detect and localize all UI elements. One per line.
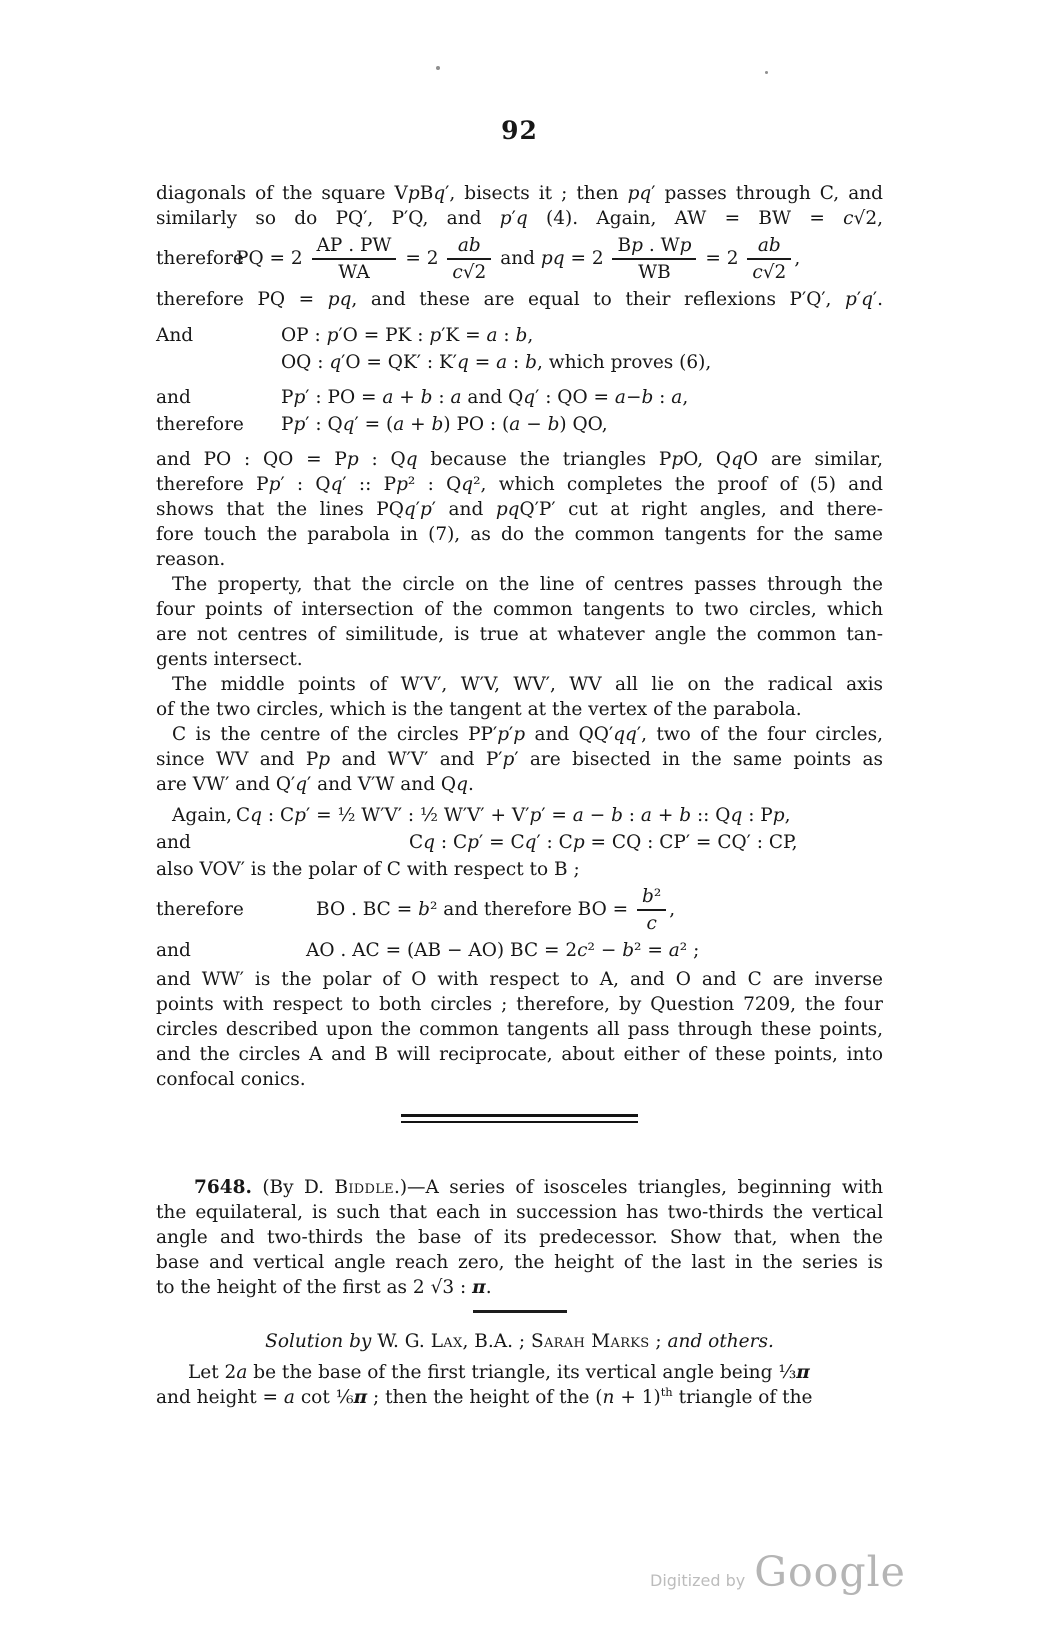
text-line: circles described upon the common tangents all pass through these points, xyxy=(156,1019,883,1040)
equation-line xyxy=(156,803,883,829)
equation-body: Cq : Cp′ = Cq′ : Cp = CQ : CP′ = CQ′ : CP, xyxy=(409,832,798,853)
spacer xyxy=(156,797,883,802)
fraction: $\frac{\text{b²}}{c}$ xyxy=(637,885,666,935)
equation-label: therefore xyxy=(156,248,244,269)
text-line: and the circles A and B will reciprocate, about either of these points, into xyxy=(156,1044,883,1065)
text-line: four points of intersection of the common tangents to two circles, which xyxy=(156,599,883,620)
text-line: C is the centre of the circles PP′p′p and QQ′qq′, two of the four circles, xyxy=(172,724,884,745)
equation-body: PQ = 2 $\frac{AP . PW}{WA}$ = 2 $\frac{ab}{c√2}$ and pq = 2 $\frac{Bp . Wp}{WB}$ = 2 $\frac{ab}{c√2}$ , xyxy=(236,235,801,283)
text-line: similarly so do PQ′, P′Q, and p′q (4). Again, AW = BW = c√2, xyxy=(156,208,883,229)
text-line: are not centres of similitude, is true at whatever angle the common tan- xyxy=(156,624,883,645)
equation-line xyxy=(156,385,883,411)
equation-label: and xyxy=(156,940,191,961)
text-line: and PO : QO = Pp : Qq because the triangles PpO, QqO are similar, xyxy=(156,449,883,470)
text-line: are VW′ and Q′q′ and V′W and Qq. xyxy=(156,774,474,795)
spacer xyxy=(156,439,883,447)
text-line: angle and two-thirds the base of its predecessor. Show that, when the xyxy=(156,1227,883,1248)
equation-line xyxy=(156,938,883,964)
text-line: confocal conics. xyxy=(156,1069,306,1090)
equation-line xyxy=(156,350,883,376)
equation-body: OQ : q′O = QK′ : K′q = a : b, which proves (6), xyxy=(281,352,712,373)
text-line: reason. xyxy=(156,549,226,570)
equation-line xyxy=(156,830,883,856)
text-line: diagonals of the square VpBq′, bisects it ; then pq′ passes through C, and xyxy=(156,183,883,204)
solution-byline: Solution by W. G. Lax, B.A. ; Sarah Marks ; and others. xyxy=(265,1330,774,1352)
text-line: The property, that the circle on the line of centres passes through the xyxy=(172,574,883,595)
scan-artifact-dot xyxy=(436,66,440,70)
equation-body: OP : p′O = PK : p′K = a : b, xyxy=(281,325,534,346)
digitized-by-text: Digitized by xyxy=(650,1571,746,1590)
fraction: $\frac{ab}{c√2}$ xyxy=(747,234,791,284)
divider-double-rule xyxy=(401,1114,638,1123)
fraction: $\frac{ab}{c√2}$ xyxy=(447,234,491,284)
equation-body: Cq : Cp′ = ½ W′V′ : ½ W′V′ + V′p′ = a − b : a + b :: Qq : Pp, xyxy=(236,805,791,826)
text-line: shows that the lines PQq′p′ and pqQ′P′ cut at right angles, and there- xyxy=(156,499,883,520)
fraction: $\frac{AP . PW}{WA}$ xyxy=(312,234,397,284)
spacer xyxy=(156,1092,883,1114)
spacer xyxy=(156,312,883,322)
text-line: and height = a cot ⅙π ; then the height of the $(n + 1)^{th}$ triangle of the xyxy=(156,1384,813,1408)
equation-body: BO . BC = b² and therefore BO = $\frac{\text{b²}}{c}$ , xyxy=(316,886,676,934)
google-watermark xyxy=(650,1548,906,1596)
text-line: Let 2a be the base of the first triangle, its vertical angle being ⅓π xyxy=(188,1361,810,1383)
equation-label: and xyxy=(156,387,191,408)
text-line: of the two circles, which is the tangent at the vertex of the parabola. xyxy=(156,699,802,720)
text-line: the equilateral, is such that each in succession has two-thirds the vertical xyxy=(156,1202,883,1223)
google-logo-text: Google xyxy=(754,1548,906,1596)
spacer xyxy=(156,1313,883,1328)
text-line: fore touch the parabola in (7), as do the common tangents for the same xyxy=(156,524,883,545)
spacer xyxy=(156,377,883,384)
spacer xyxy=(156,1300,883,1310)
equation-body: Pp′ : Qq′ = (a + b) PO : (a − b) QO, xyxy=(281,414,608,435)
page-body xyxy=(156,181,883,1410)
equation-body: Pp′ : PO = a + b : a and Qq′ : QO = a−b : a, xyxy=(281,387,689,408)
equation-label: Again, xyxy=(172,805,232,826)
scan-artifact-dot xyxy=(765,71,768,74)
text-line: therefore PQ = pq, and these are equal to their reflexions P′Q′, p′q′. xyxy=(156,289,884,310)
fraction: $\frac{Bp . Wp}{WB}$ xyxy=(612,234,696,284)
page-number: 92 xyxy=(501,116,538,145)
equation-line xyxy=(156,323,883,349)
text-line: to the height of the first as 2 √3 : π. xyxy=(156,1277,492,1298)
equation-line xyxy=(156,412,883,438)
text-line: base and vertical angle reach zero, the height of the last in the series is xyxy=(156,1252,883,1273)
text-column xyxy=(156,116,883,1410)
equation-line xyxy=(156,883,883,937)
spacer xyxy=(156,1123,883,1175)
equation-label: therefore xyxy=(156,899,244,920)
equation-label: And xyxy=(156,325,194,346)
text-line: since WV and Pp and W′V′ and P′p′ are bisected in the same points as xyxy=(156,749,883,770)
equation-label: therefore xyxy=(156,414,244,435)
equation-line xyxy=(156,232,883,286)
text-line: The middle points of W′V′, W′V, WV′, WV all lie on the radical axis xyxy=(172,674,883,695)
text-line: gents intersect. xyxy=(156,649,303,670)
equation-label: and xyxy=(156,832,191,853)
text-line: and WW′ is the polar of O with respect to A, and O and C are inverse xyxy=(156,969,883,990)
text-line: 7648. (By D. Biddle.)—A series of isosceles triangles, beginning with xyxy=(194,1177,883,1198)
text-line: therefore Pp′ : Qq′ :: Pp² : Qq², which completes the proof of (5) and xyxy=(156,474,883,495)
equation-body: AO . AC = (AB − AO) BC = 2c² − b² = a² ; xyxy=(306,940,700,961)
text-line: also VOV′ is the polar of C with respect to B ; xyxy=(156,859,580,880)
text-line: points with respect to both circles ; therefore, by Question 7209, the four xyxy=(156,994,883,1015)
